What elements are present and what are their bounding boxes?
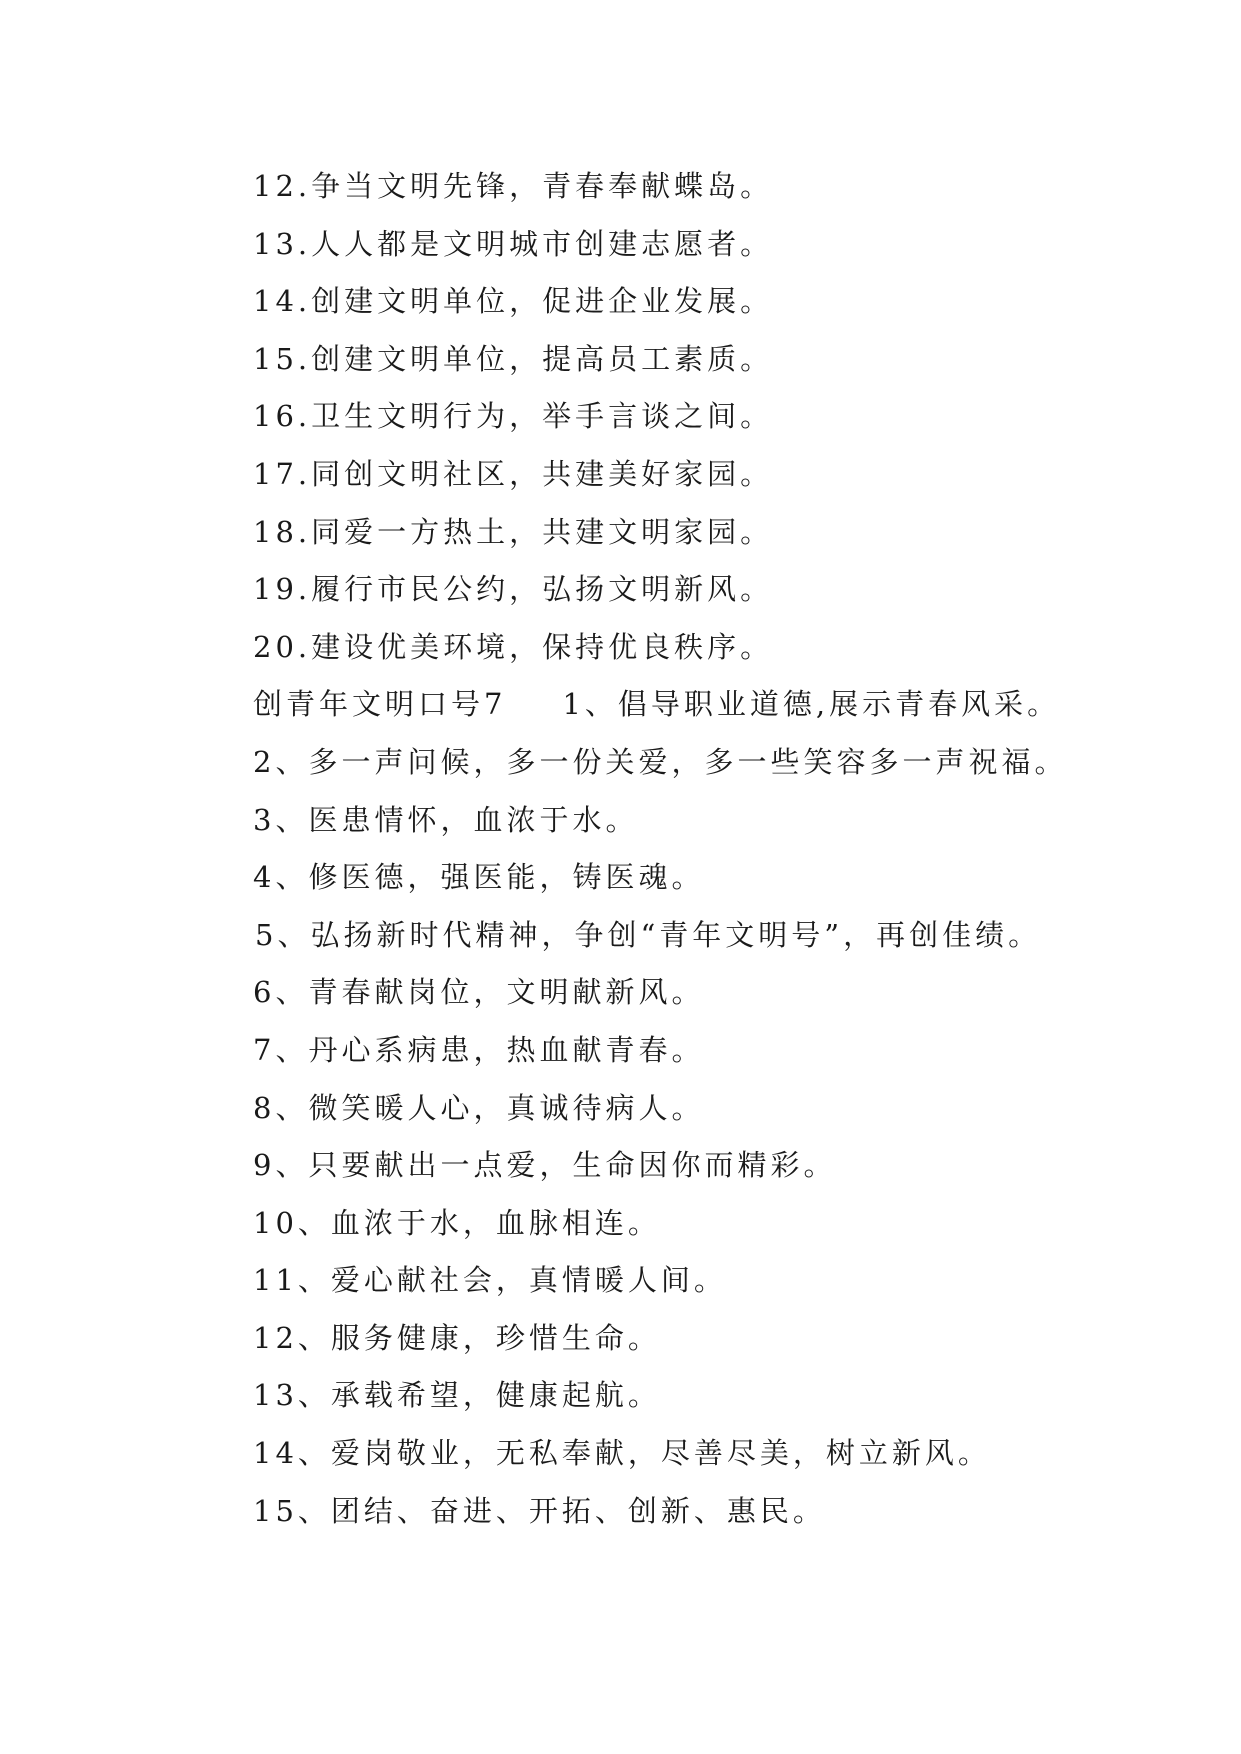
slogan-item: 9、只要献出一点爱，生命因你而精彩。	[253, 1148, 837, 1183]
slogan-item: 12、服务健康，珍惜生命。	[253, 1320, 661, 1355]
slogan-item: 13、承载希望，健康起航。	[253, 1378, 661, 1413]
slogan-line: 17.同创文明社区，共建美好家园。	[253, 456, 774, 491]
slogan-item: 6、青春献岗位，文明献新风。	[253, 975, 705, 1010]
section-first-item: 1、倡导职业道德,展示青春风采。	[562, 687, 1061, 722]
slogan-item: 10、血浓于水，血脉相连。	[253, 1205, 661, 1240]
section-heading-line	[253, 676, 1153, 734]
slogan-line: 13.人人都是文明城市创建志愿者。	[253, 226, 774, 261]
slogan-item: 3、医患情怀，血浓于水。	[253, 802, 639, 837]
slogan-line: 14.创建文明单位，促进企业发展。	[253, 284, 774, 319]
slogan-line: 15.创建文明单位，提高员工素质。	[253, 341, 774, 376]
document-body	[253, 158, 1153, 1540]
slogan-item: 4、修医德，强医能，铸医魂。	[253, 860, 705, 895]
slogan-item: 11、爱心献社会，真情暖人间。	[253, 1263, 727, 1298]
slogan-item: 14、爱岗敬业，无私奉献，尽善尽美，树立新风。	[253, 1436, 991, 1471]
slogan-item: 7、丹心系病患，热血献青春。	[253, 1032, 705, 1067]
slogan-item: 5、弘扬新时代精神，争创“青年文明号”，再创佳绩。	[255, 917, 1042, 952]
slogan-item: 8、微笑暖人心，真诚待病人。	[253, 1090, 705, 1125]
slogan-line: 19.履行市民公约，弘扬文明新风。	[253, 572, 774, 607]
slogan-line: 20.建设优美环境，保持优良秩序。	[253, 629, 774, 664]
slogan-line: 12.争当文明先锋，青春奉献蝶岛。	[253, 169, 774, 203]
slogan-item: 2、多一声问候，多一份关爱，多一些笑容多一声祝福。	[253, 744, 1068, 779]
slogan-item: 15、团结、奋进、开拓、创新、惠民。	[253, 1493, 826, 1528]
slogan-line: 18.同爱一方热土，共建文明家园。	[253, 514, 774, 549]
slogan-line: 16.卫生文明行为，举手言谈之间。	[253, 399, 774, 434]
section-title: 创青年文明口号7	[253, 687, 507, 722]
